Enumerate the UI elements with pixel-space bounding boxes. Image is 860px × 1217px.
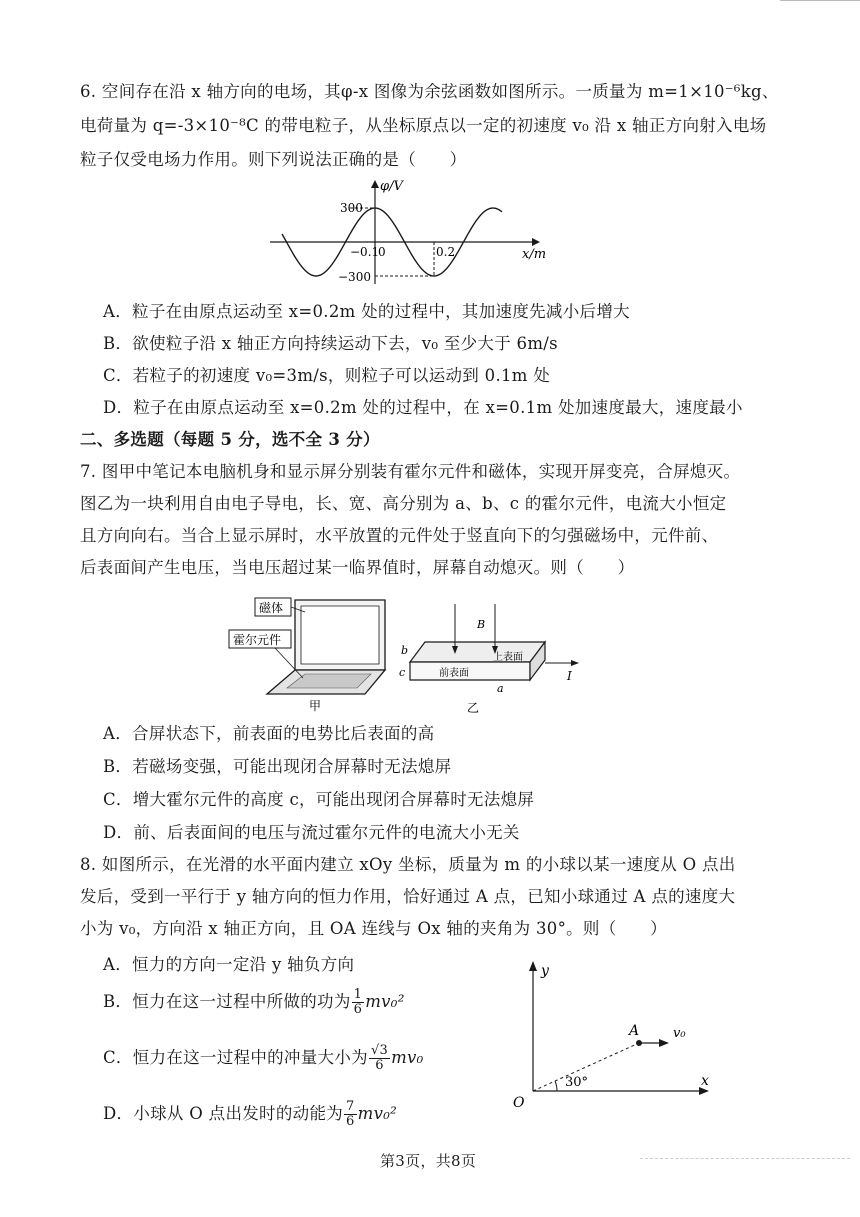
q8-option-d-text: D．小球从 O 点出发时的动能为 <box>103 1104 344 1123</box>
q7-line2: 图乙为一块利用自由电子导电，长、宽、高分别为 a、b、c 的霍尔元件，电流大小恒定 <box>80 494 727 513</box>
q8-option-b-text: B．恒力在这一过程中所做的功为 <box>103 992 351 1011</box>
tick-02: 0.2 <box>436 245 456 259</box>
q8-line1: 8. 如图所示，在光滑的水平面内建立 xOy 坐标，质量为 m 的小球以某一速度从 O 点出 <box>80 855 736 874</box>
tick-neg01: −0.1 <box>350 245 380 259</box>
q8-option-d-fraction <box>344 1100 357 1129</box>
label-a: A <box>629 1023 640 1039</box>
q8-option-c-fraction <box>369 1044 390 1073</box>
element-front-face <box>410 662 530 680</box>
label-b-width: b <box>401 644 409 657</box>
fraction-numerator: 1 <box>353 987 363 1002</box>
q6-option-c: C．若粒子的初速度 v₀=3m/s，则粒子可以运动到 0.1m 处 <box>103 366 551 385</box>
q6-line1: 6. 空间存在沿 x 轴方向的电场，其φ-x 图像为余弦函数如图所示。一质量为 m=1×10⁻⁶kg、 <box>80 82 779 101</box>
q8-option-c-text: C．恒力在这一过程中的冲量大小为 <box>103 1048 368 1067</box>
q8-option-c-tail: mv₀ <box>391 1048 424 1067</box>
q8-option-b <box>103 988 405 1017</box>
q7-figure-yi-hall-element <box>395 600 595 715</box>
q8-line2: 发后，受到一平行于 y 轴方向的恒力作用，恰好通过 A 点，已知小球通过 A 点的速度大 <box>80 887 736 906</box>
element-top-face <box>410 642 545 662</box>
label-a: a <box>497 682 504 695</box>
label-c: c <box>399 666 406 679</box>
tick-0: 0 <box>378 245 386 259</box>
label-y: y <box>541 963 549 979</box>
q7-line1: 7. 图甲中笔记本电脑机身和显示屏分别装有霍尔元件和磁体，实现开屏变亮，合屏熄灭。 <box>80 462 741 481</box>
fraction-denominator: 6 <box>346 1114 355 1129</box>
q6-option-b: B．欲使粒子沿 x 轴正方向持续运动下去，v₀ 至少大于 6m/s <box>103 334 558 353</box>
q6-phi-x-graph <box>270 172 560 290</box>
laptop-screen-inner <box>301 606 379 664</box>
x-axis-label: x/m <box>522 247 547 262</box>
label-i: I <box>567 669 572 683</box>
page-number-footer: 第3页，共8页 <box>380 1152 477 1170</box>
section-multiple-choice-title: 二、多选题（每题 5 分，选不全 3 分） <box>80 430 380 449</box>
magnet-label: 磁体 <box>259 601 284 615</box>
q8-line3: 小为 v₀，方向沿 x 轴正方向，且 OA 连线与 Ox 轴的夹角为 30°。则（ ） <box>80 919 667 938</box>
q8-option-b-fraction <box>352 988 365 1017</box>
q8-option-d-tail: mv₀² <box>357 1104 398 1123</box>
current-arrow-icon <box>571 660 579 666</box>
q7-line4: 后表面间产生电压，当电压超过某一临界值时，屏幕自动熄灭。则（ ） <box>80 558 635 577</box>
hall-label: 霍尔元件 <box>233 633 282 647</box>
tick-300: 300 <box>340 201 363 215</box>
q6-option-a: A．粒子在由原点运动至 x=0.2m 处的过程中，其加速度先减小后增大 <box>103 302 630 321</box>
label-front-surface: 前表面 <box>439 668 469 679</box>
fraction-numerator: √3 <box>370 1043 389 1058</box>
fraction-denominator: 6 <box>375 1058 384 1073</box>
angle-arc <box>555 1081 557 1091</box>
q7-option-c: C．增大霍尔元件的高度 c，可能出现闭合屏幕时无法熄屏 <box>103 790 535 809</box>
y-axis-arrow-icon <box>529 961 537 971</box>
q8-option-b-tail: mv₀² <box>365 992 405 1011</box>
q8-option-d <box>103 1100 397 1129</box>
label-angle: 30° <box>565 1075 589 1090</box>
q7-option-a: A．合屏状态下，前表面的电势比后表面的高 <box>103 724 435 743</box>
velocity-arrow-icon <box>659 1039 669 1047</box>
tick-neg300: −300 <box>338 270 371 284</box>
x-axis-arrow-icon <box>532 238 540 246</box>
y-axis-label: φ/V <box>380 179 403 194</box>
label-top-surface: 上表面 <box>493 652 523 663</box>
q7-option-b: B．若磁场变强，可能出现闭合屏幕时无法熄屏 <box>103 757 452 776</box>
q6-option-d: D．粒子在由原点运动至 x=0.2m 处的过程中，在 x=0.1m 处加速度最大，速度最小 <box>103 398 743 417</box>
label-v0: v₀ <box>673 1026 686 1041</box>
label-b: B <box>477 618 486 631</box>
footer-dashed-line <box>640 1158 850 1159</box>
label-o: O <box>513 1095 525 1111</box>
page-edge-line <box>780 0 860 1</box>
y-axis-arrow-icon <box>371 180 379 188</box>
q8-option-c <box>103 1044 424 1073</box>
caption-yi: 乙 <box>467 701 480 715</box>
q8-option-a: A．恒力的方向一定沿 y 轴负方向 <box>103 955 355 974</box>
fraction-denominator: 6 <box>353 1002 363 1017</box>
q7-line3: 且方向向右。当合上显示屏时，水平放置的元件处于竖直向下的匀强磁场中，元件前、 <box>80 526 719 545</box>
q6-line2: 电荷量为 q=-3×10⁻⁸C 的带电粒子，从坐标原点以一定的初速度 v₀ 沿 x 轴正方向射入电场 <box>80 116 767 135</box>
q8-coordinate-figure <box>505 955 720 1115</box>
q7-option-d: D．前、后表面间的电压与流过霍尔元件的电流大小无关 <box>103 823 520 842</box>
label-x: x <box>701 1073 709 1089</box>
q6-line3: 粒子仅受电场力作用。则下列说法正确的是（ ） <box>80 150 467 169</box>
fraction-numerator: 7 <box>346 1099 355 1114</box>
caption-jia: 甲 <box>309 699 322 712</box>
q7-figure-jia-laptop <box>225 590 410 712</box>
